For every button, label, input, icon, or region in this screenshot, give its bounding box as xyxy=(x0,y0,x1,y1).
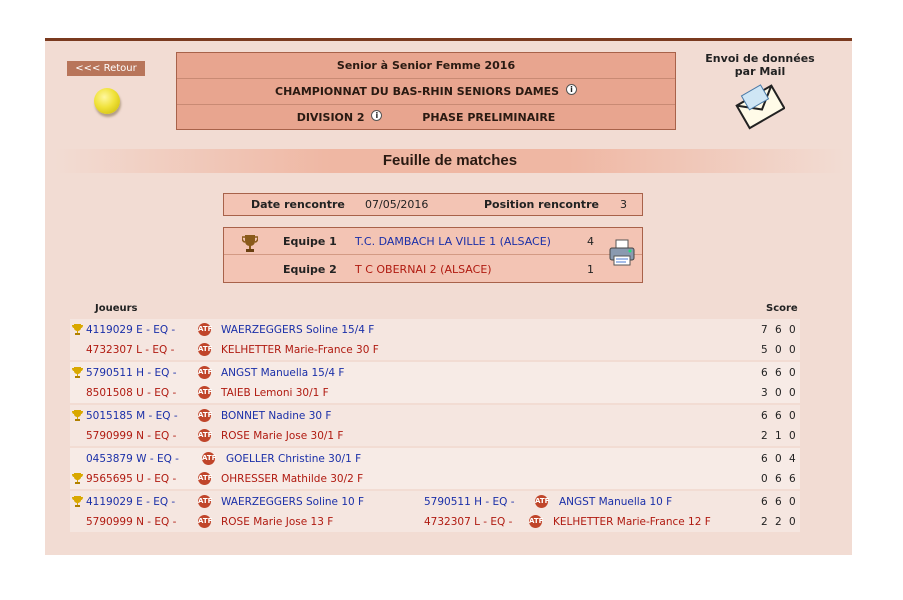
date-value: 07/05/2016 xyxy=(365,198,429,211)
rencontre-info xyxy=(223,193,643,216)
championship-label: CHAMPIONNAT DU BAS-RHIN SENIORS DAMES xyxy=(275,85,560,98)
page-container xyxy=(45,38,852,555)
team1-label: Equipe 1 xyxy=(283,235,337,248)
phase-label: PHASE PRELIMINAIRE xyxy=(422,111,556,124)
match-player-line xyxy=(70,512,800,532)
season-label: Senior à Senior Femme 2016 xyxy=(336,59,516,72)
score-set: 7 6 0 xyxy=(761,324,798,336)
score-column-header: Score xyxy=(766,303,798,314)
team-row-1 xyxy=(224,228,642,255)
match-player-line xyxy=(70,383,800,403)
score-set: 6 6 0 xyxy=(761,496,798,508)
match-player-line xyxy=(70,320,800,340)
winner-trophy-icon xyxy=(72,366,83,378)
match-player-line xyxy=(70,469,800,489)
player-name[interactable]: ROSE Marie Jose 13 F xyxy=(221,516,334,528)
player-name[interactable]: KELHETTER Marie-France 12 F xyxy=(553,516,711,528)
player-name[interactable]: ANGST Manuella 10 F xyxy=(559,496,673,508)
club-logo-icon: ATF xyxy=(198,429,211,442)
team2-name[interactable]: T C OBERNAI 2 (ALSACE) xyxy=(355,263,492,276)
player-name[interactable]: KELHETTER Marie-France 30 F xyxy=(221,344,379,356)
match-player-line xyxy=(70,492,800,512)
winner-trophy-icon xyxy=(72,472,83,484)
competition-name xyxy=(177,79,675,105)
match-row xyxy=(70,448,800,489)
double-match-row xyxy=(70,491,800,532)
tennis-ball-icon xyxy=(94,88,120,114)
score-set: 2 1 0 xyxy=(761,430,798,442)
player-license[interactable]: 4732307 L - EQ - xyxy=(424,516,513,528)
match-player-line xyxy=(70,363,800,383)
player-license[interactable]: 5790511 H - EQ - xyxy=(86,367,177,379)
club-logo-icon: ATF xyxy=(198,366,211,379)
club-logo-icon: ATF xyxy=(202,452,215,465)
info-icon[interactable]: i xyxy=(566,84,577,95)
winner-trophy-icon xyxy=(72,323,83,335)
team1-name[interactable]: T.C. DAMBACH LA VILLE 1 (ALSACE) xyxy=(355,235,551,248)
mail-label-line1: Envoi de données xyxy=(705,52,815,65)
match-row xyxy=(70,405,800,446)
player-name[interactable]: OHRESSER Mathilde 30/2 F xyxy=(221,473,364,485)
position-label: Position rencontre xyxy=(484,198,599,211)
player-license[interactable]: 5015185 M - EQ - xyxy=(86,410,178,422)
club-logo-icon: ATF xyxy=(198,409,211,422)
player-license[interactable]: 5790511 H - EQ - xyxy=(424,496,515,508)
team2-label: Equipe 2 xyxy=(283,263,337,276)
page-title: Feuille de matches xyxy=(55,149,845,173)
competition-division xyxy=(177,105,675,131)
match-player-line xyxy=(70,340,800,360)
score-set: 5 0 0 xyxy=(761,344,798,356)
competition-header xyxy=(176,52,676,130)
match-row xyxy=(70,362,800,403)
club-logo-icon: ATF xyxy=(198,515,211,528)
player-license[interactable]: 4732307 L - EQ - xyxy=(86,344,175,356)
score-set: 2 2 0 xyxy=(761,516,798,528)
competition-season xyxy=(177,53,675,79)
player-name[interactable]: TAIEB Lemoni 30/1 F xyxy=(221,387,329,399)
score-set: 6 6 0 xyxy=(761,410,798,422)
match-player-line xyxy=(70,426,800,446)
club-logo-icon: ATF xyxy=(529,515,542,528)
info-icon[interactable]: i xyxy=(371,110,382,121)
team2-score: 1 xyxy=(587,263,594,276)
matches-list xyxy=(70,319,800,534)
player-license[interactable]: 9565695 U - EQ - xyxy=(86,473,177,485)
player-name[interactable]: ANGST Manuella 15/4 F xyxy=(221,367,345,379)
division-label: DIVISION 2 xyxy=(296,111,365,124)
match-row xyxy=(70,319,800,360)
club-logo-icon: ATF xyxy=(198,472,211,485)
match-player-line xyxy=(70,449,800,469)
trophy-icon xyxy=(242,233,258,253)
player-license[interactable]: 5790999 N - EQ - xyxy=(86,516,177,528)
player-license[interactable]: 4119029 E - EQ - xyxy=(86,496,176,508)
player-name[interactable]: ROSE Marie Jose 30/1 F xyxy=(221,430,344,442)
club-logo-icon: ATF xyxy=(198,343,211,356)
club-logo-icon: ATF xyxy=(535,495,548,508)
player-name[interactable]: GOELLER Christine 30/1 F xyxy=(226,453,362,465)
player-name[interactable]: WAERZEGGERS Soline 10 F xyxy=(221,496,365,508)
date-label: Date rencontre xyxy=(251,198,345,211)
score-set: 0 6 6 xyxy=(761,473,798,485)
team-row-2 xyxy=(224,256,642,283)
player-name[interactable]: BONNET Nadine 30 F xyxy=(221,410,332,422)
position-value: 3 xyxy=(620,198,627,211)
printer-icon[interactable] xyxy=(607,238,637,268)
winner-trophy-icon xyxy=(72,495,83,507)
club-logo-icon: ATF xyxy=(198,323,211,336)
winner-trophy-icon xyxy=(72,409,83,421)
mail-label-line2: par Mail xyxy=(734,65,786,78)
score-set: 6 0 4 xyxy=(761,453,798,465)
player-license[interactable]: 8501508 U - EQ - xyxy=(86,387,177,399)
player-license[interactable]: 0453879 W - EQ - xyxy=(86,453,179,465)
match-player-line xyxy=(70,406,800,426)
players-column-header: Joueurs xyxy=(95,303,138,314)
team1-score: 4 xyxy=(587,235,594,248)
club-logo-icon: ATF xyxy=(198,495,211,508)
envelope-icon[interactable] xyxy=(735,82,785,130)
teams-box xyxy=(223,227,643,283)
score-set: 3 0 0 xyxy=(761,387,798,399)
send-mail-block xyxy=(695,52,825,130)
club-logo-icon: ATF xyxy=(198,386,211,399)
player-name[interactable]: WAERZEGGERS Soline 15/4 F xyxy=(221,324,375,336)
score-set: 6 6 0 xyxy=(761,367,798,379)
player-license[interactable]: 4119029 E - EQ - xyxy=(86,324,176,336)
back-button[interactable]: <<< Retour xyxy=(67,61,145,76)
player-license[interactable]: 5790999 N - EQ - xyxy=(86,430,177,442)
